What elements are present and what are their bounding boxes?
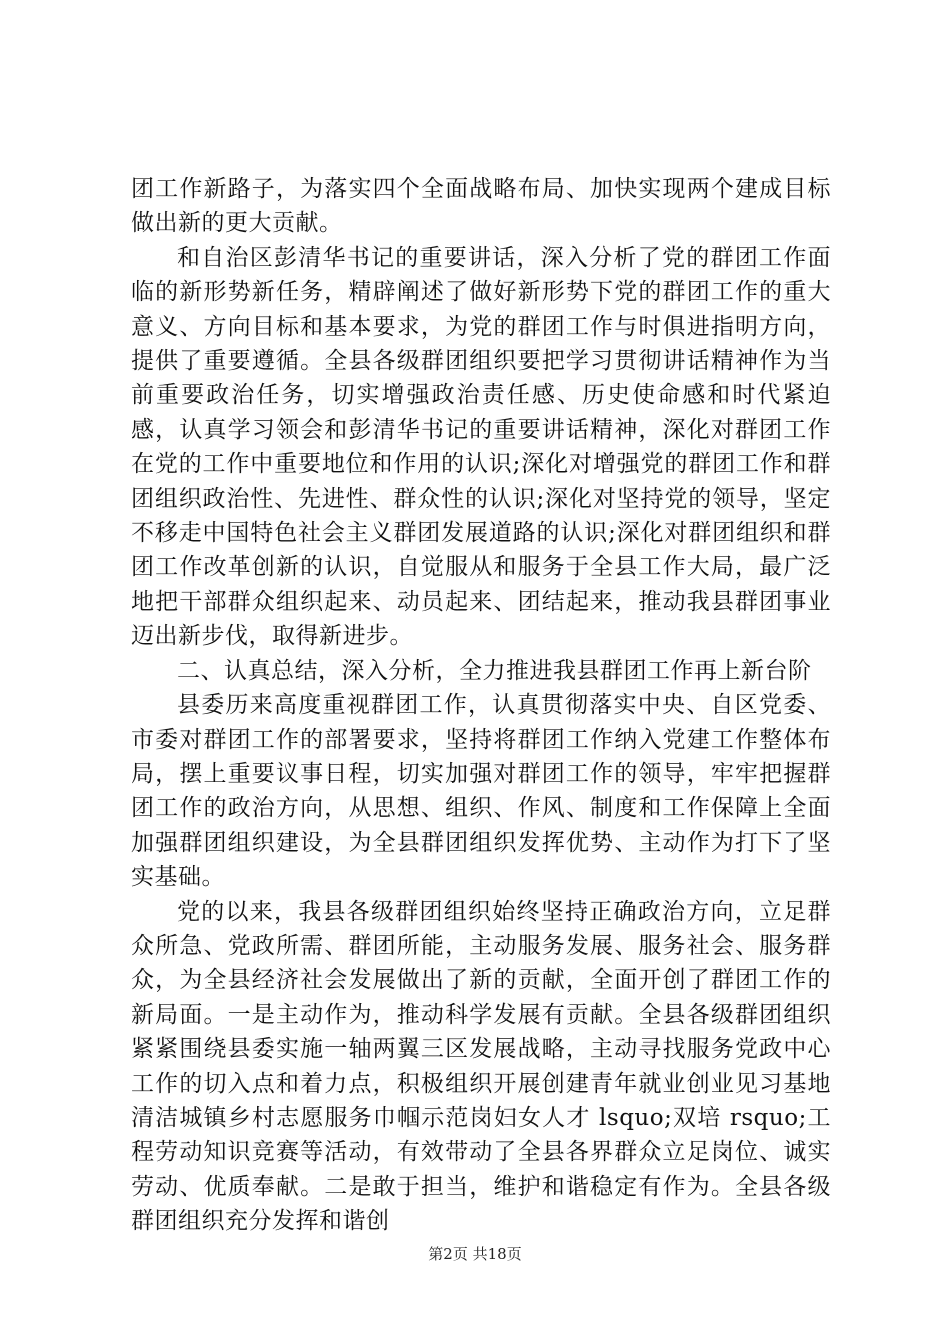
paragraph-1: 团工作新路子，为落实四个全面战略布局、加快实现两个建成目标做出新的更大贡献。 [131,176,831,237]
paragraph-2: 和自治区彭清华书记的重要讲话，深入分析了党的群团工作面临的新形势新任务，精辟阐述了做好新形势下党的群团工作的重大意义、方向目标和基本要求，为党的群团工作与时俱进指明方向，提供了重要遵循。全县各级群团组织要把学习贯彻讲话精神作为当前重要政治任务，切实增强政治责任感、历史使命感和时代紧迫感，认真学习领会和彭清华书记的重要讲话精神，深化对群团工作在党的工作中重要地位和作用的认识;深化对增强党的群团工作和群团组织政治性、先进性、群众性的认识;深化对坚持党的领导，坚定不移走中国特色社会主义群团发展道路的认识;深化对群团组织和群团工作改革创新的认识，自觉服从和服务于全县工作大局，最广泛地把干部群众组织起来、动员起来、团结起来，推动我县群团事业迈出新步伐，取得新进步。 [131,244,831,650]
document-body [131,172,831,1239]
paragraph-3: 县委历来高度重视群团工作，认真贯彻落实中央、自区党委、市委对群团工作的部署要求，坚持将群团工作纳入党建工作整体布局，摆上重要议事日程，切实加强对群团工作的领导，牢牢把握群团工作的政治方向，从思想、组织、作风、制度和工作保障上全面加强群团组织建设，为全县群团组织发挥优势、主动作为打下了坚实基础。 [131,692,831,891]
section-heading: 二、认真总结，深入分析，全力推进我县群团工作再上新台阶 [177,657,812,684]
paragraph-4: 党的以来，我县各级群团组织始终坚持正确政治方向，立足群众所急、党政所需、群团所能，主动服务发展、服务社会、服务群众，为全县经济社会发展做出了新的贡献，全面开创了群团工作的新局面。一是主动作为，推动科学发展有贡献。全县各级群团组织紧紧围绕县委实施一轴两翼三区发展战略，主动寻找服务党政中心工作的切入点和着力点，积极组织开展创建青年就业创业见习基地清洁城镇乡村志愿服务巾帼示范岗妇女人才 lsquo;双培 rsquo;工程劳动知识竞赛等活动，有效带动了全县各界群众立足岗位、诚实劳动、优质奉献。二是敢于担当，维护和谐稳定有作为。全县各级群团组织充分发挥和谐创 [131,898,831,1235]
page-footer: 第2页 共18页 [428,1245,522,1263]
